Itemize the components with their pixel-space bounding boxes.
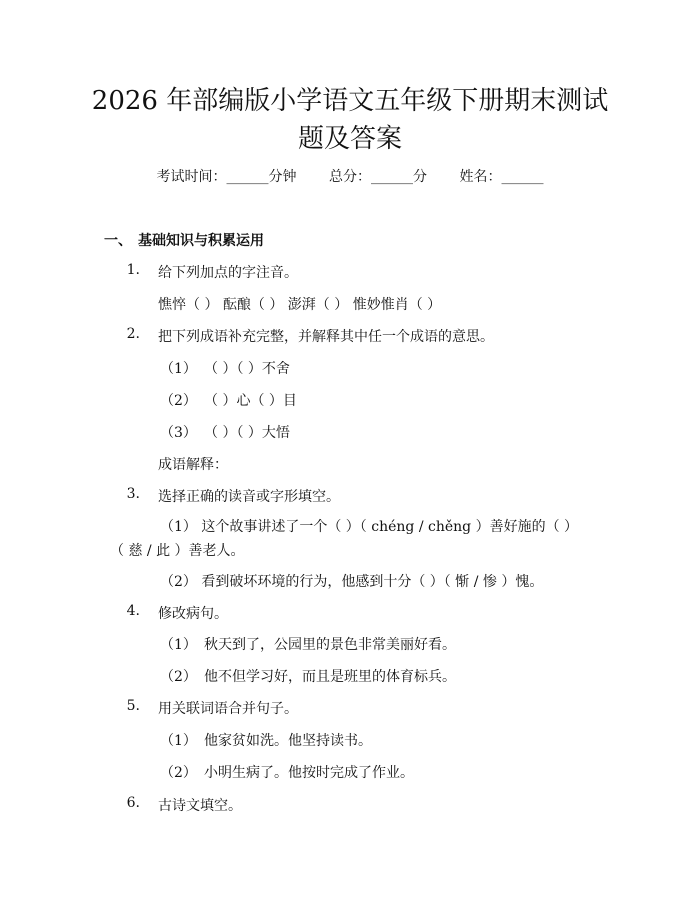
sub-item-text: （ ）（ ）不舍 (204, 361, 290, 377)
exam-time: 考试时间：______分钟 (156, 169, 297, 185)
question-number: 6. (126, 795, 140, 811)
idiom-explanation-label: 成语解释： (158, 457, 228, 473)
exam-meta (0, 166, 700, 186)
total-score: 总分：______分 (329, 169, 427, 185)
question-number: 1. (126, 262, 140, 278)
section-number: 一、 (104, 233, 132, 249)
sub-item-number: （2） (160, 393, 197, 409)
page-title-line2: 题及答案 (297, 124, 402, 154)
sub-item-text-continued: （ 慈 / 此 ）善老人。 (110, 543, 245, 559)
question-line: 憔悴（ ） 酝酿（ ） 澎湃（ ） 惟妙惟肖（ ） (158, 297, 442, 313)
sub-item-text: （ ）心（ ）目 (204, 393, 297, 409)
sub-item-text: 他不但学习好，而且是班里的体育标兵。 (204, 669, 456, 685)
question-text: 古诗文填空。 (158, 798, 242, 814)
question-number: 4. (126, 603, 140, 619)
sub-item-text: 秋天到了，公园里的景色非常美丽好看。 (204, 637, 456, 653)
sub-item-number: （1） (160, 637, 197, 653)
question-text: 给下列加点的字注音。 (158, 265, 298, 281)
page-title-line1: 2026 年部编版小学语文五年级下册期末测试 (91, 86, 609, 116)
student-name: 姓名：______ (459, 169, 544, 185)
sub-item-number: （2） (160, 669, 197, 685)
sub-item-text: 他家贫如洗。他坚持读书。 (204, 733, 372, 749)
sub-item-number: （2） (160, 765, 197, 781)
question-number: 2. (126, 326, 140, 342)
sub-item-number: （1） (160, 733, 197, 749)
sub-item-number: （3） (160, 425, 197, 441)
question-text: 用关联词语合并句子。 (158, 701, 298, 717)
question-text: 选择正确的读音或字形填空。 (158, 489, 340, 505)
sub-item-text: （ ）（ ）大悟 (204, 425, 290, 441)
question-text: 把下列成语补充完整，并解释其中任一个成语的意思。 (158, 329, 494, 345)
section-title: 基础知识与积累运用 (138, 233, 264, 249)
sub-item-number: （1） (160, 361, 197, 377)
sub-item-text: （2） 看到破坏环境的行为，他感到十分（ ）（ 惭 / 惨 ）愧。 (160, 574, 544, 590)
sub-item-text: 小明生病了。他按时完成了作业。 (204, 765, 414, 781)
question-number: 3. (126, 486, 140, 502)
question-number: 5. (126, 698, 140, 714)
question-text: 修改病句。 (158, 606, 228, 622)
sub-item-text: （1） 这个故事讲述了一个（ ）（ chéng / chěng ）善好施的（ ） (160, 519, 579, 535)
